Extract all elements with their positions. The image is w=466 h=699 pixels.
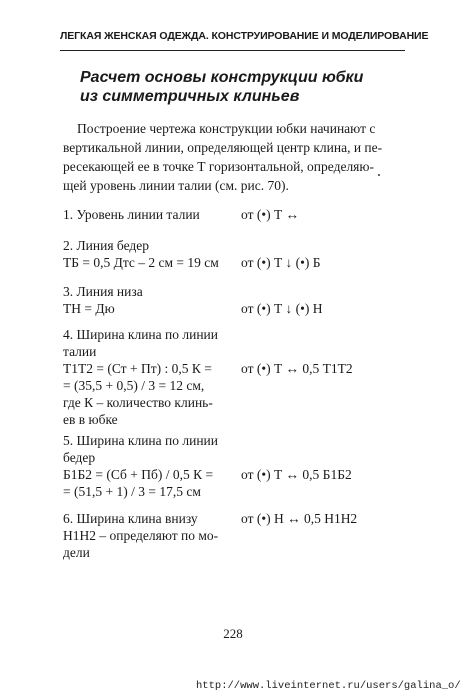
intro-line-3: ресекающей ее в точке Т горизонтальной, определяю- (63, 159, 374, 174)
section-title-line-2: из симметричных клиньев (80, 88, 300, 105)
item-6-line-3: дели (63, 545, 90, 560)
item-5-line-1: 5. Ширина клина по линии (63, 433, 219, 448)
item-3-line-1: 3. Линия низа (63, 284, 143, 299)
item-4-line-1: 4. Ширина клина по линии (63, 327, 219, 342)
item-5-line-2: бедер (63, 450, 96, 465)
item-4-line-5: где К – количество клинь- (63, 395, 213, 410)
item-4-line-6: ев в юбке (63, 412, 118, 427)
intro-line-2: вертикальной линии, определяющей центр клина, и пе- (63, 140, 383, 155)
item-4-formula: от (•) Т ↔ 0,5 Т1Т2 (241, 361, 353, 376)
item-5-line-3: Б1Б2 = (Сб + Пб) / 0,5 К = (63, 467, 214, 482)
item-3-line-2: ТН = Дю (63, 301, 115, 316)
source-watermark: http://www.liveinternet.ru/users/galina_o/ (196, 680, 461, 692)
item-6-line-2: Н1Н2 – определяют по мо- (63, 528, 219, 543)
item-3-formula: от (•) Т ↓ (•) Н (241, 301, 323, 316)
section-title (80, 68, 400, 106)
item-4-line-3: Т1Т2 = (Ст + Пт) : 0,5 К = (63, 361, 212, 376)
item-6-formula: от (•) Н ↔ 0,5 Н1Н2 (241, 511, 358, 526)
intro-line-4: щей уровень линии талии (см. рис. 70). (63, 178, 289, 193)
intro-line-1: Построение чертежа конструкции юбки начинают с (77, 121, 376, 136)
item-4-line-4: = (35,5 + 0,5) / 3 = 12 см, (63, 378, 205, 393)
item-1-formula: от (•) Т ↔ (241, 207, 300, 222)
print-speck (378, 174, 380, 176)
page-number: 228 (223, 626, 243, 641)
section-title-line-1: Расчет основы конструкции юбки (80, 69, 364, 86)
intro-paragraph (63, 119, 405, 195)
item-2-formula: от (•) Т ↓ (•) Б (241, 255, 321, 270)
item-4-line-2: талии (63, 344, 97, 359)
item-2-line-2: ТБ = 0,5 Дтс – 2 см = 19 см (63, 255, 219, 270)
item-5-formula: от (•) Т ↔ 0,5 Б1Б2 (241, 467, 352, 482)
item-1-line-1: 1. Уровень линии талии (63, 207, 200, 222)
running-header: ЛЕГКАЯ ЖЕНСКАЯ ОДЕЖДА. КОНСТРУИРОВАНИЕ И МОДЕЛИРОВАНИЕ (60, 30, 429, 42)
header-rule (60, 50, 405, 51)
item-2-line-1: 2. Линия бедер (63, 238, 150, 253)
item-5-line-4: = (51,5 + 1) / 3 = 17,5 см (63, 484, 201, 499)
item-6-line-1: 6. Ширина клина внизу (63, 511, 198, 526)
